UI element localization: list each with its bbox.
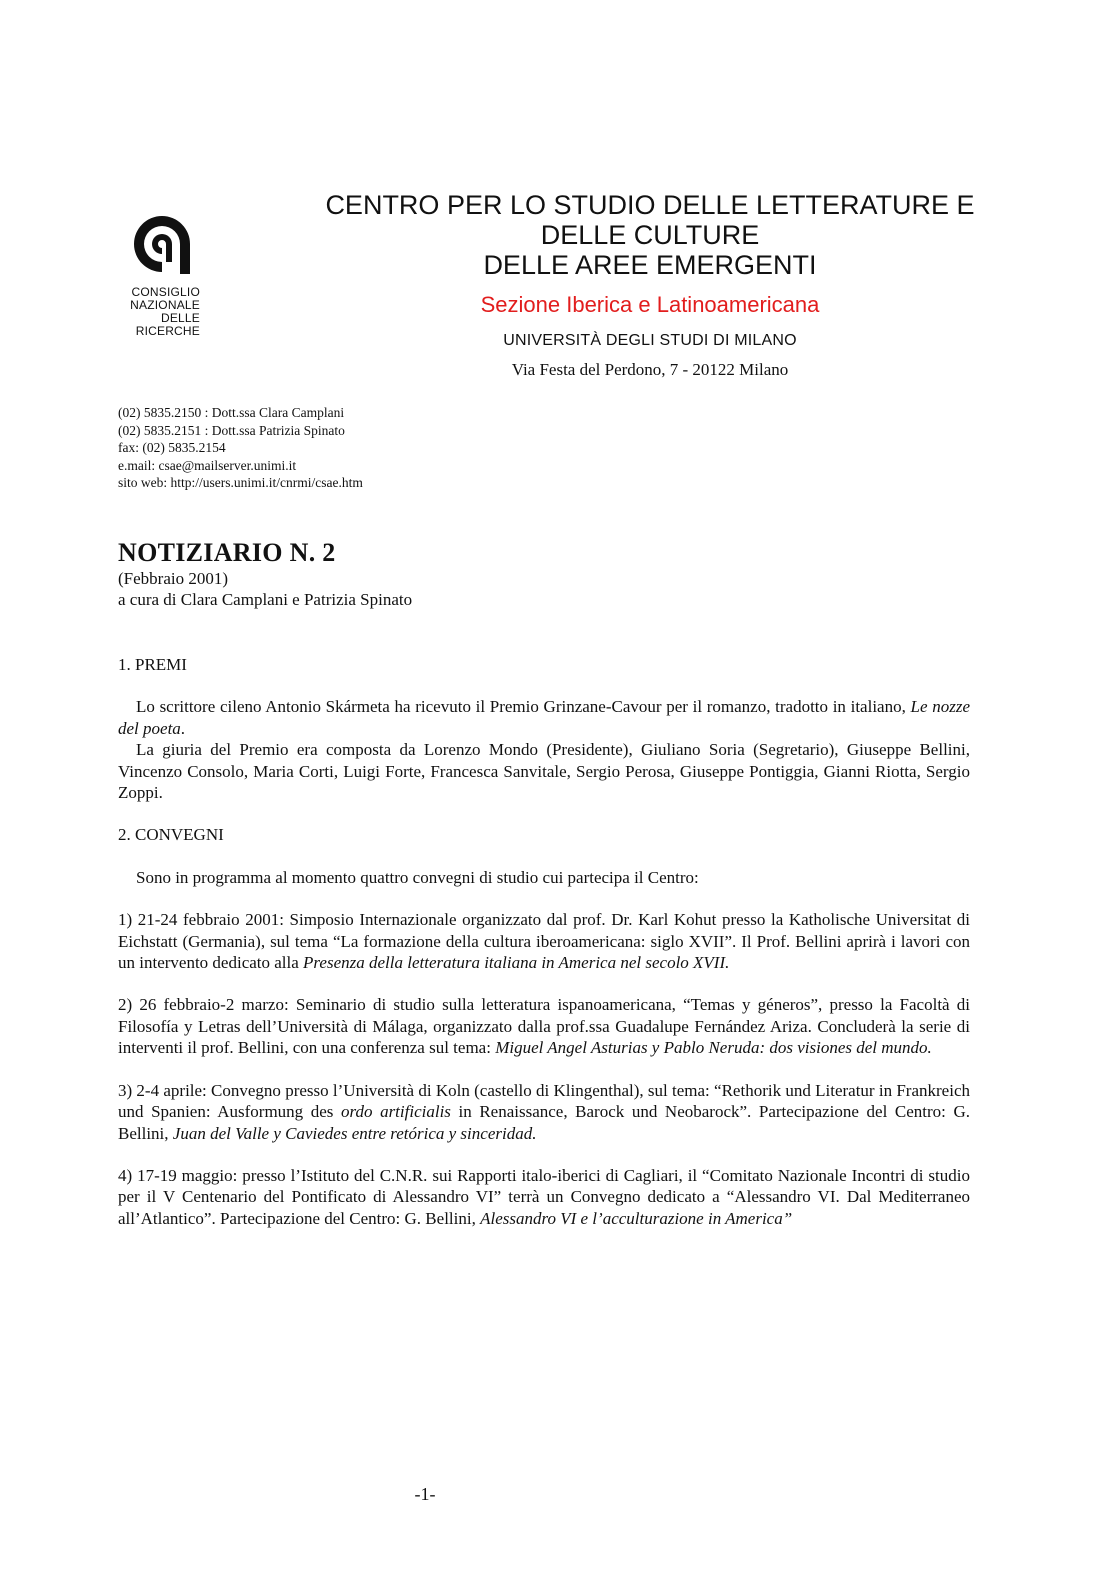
contact-block <box>118 404 363 492</box>
center-title-line: CENTRO PER LO STUDIO DELLE LETTERATURE E <box>325 190 975 220</box>
center-title-line: DELLE AREE EMERGENTI <box>483 250 817 280</box>
contact-fax: fax: (02) 5835.2154 <box>118 440 226 455</box>
cnr-logo <box>110 210 220 338</box>
italic-term: ordo artificialis <box>341 1102 451 1122</box>
logo-line: NAZIONALE <box>130 298 200 312</box>
convegni-intro: Sono in programma al momento quattro convegni di studio cui partecipa il Centro: <box>136 867 699 887</box>
convegno-item-1 <box>118 909 970 973</box>
newsletter-date: (Febbraio 2001) <box>118 569 229 588</box>
section-title-convegni: 2. CONVEGNI <box>118 825 224 845</box>
text-run: 1) 21-24 febbraio 2001: Simposio Internazionale organizzato dal prof. Dr. Karl Kohut presso la Katholische Universitat di Eichstatt (Germania), sul tema “La formazione della cultura iberoamericana: siglo XVII”. Il Prof. Bellini aprirà i lavori con un intervento dedicato alla <box>118 910 970 973</box>
center-title <box>300 190 1000 280</box>
text-run: . <box>180 718 186 738</box>
premi-paragraph-2: La giuria del Premio era composta da Lorenzo Mondo (Presidente), Giuliano Soria (Segretario), Giuseppe Bellini, Vincenzo Consolo, Maria Corti, Luigi Forte, Francesca Sanvitale, Sergio Perosa, Giuseppe Pontiggia, Gianni Riotta, Sergio Zoppi. <box>118 740 970 803</box>
logo-line: DELLE <box>160 311 200 325</box>
section-title-premi: 1. PREMI <box>118 655 187 674</box>
document-body <box>118 654 970 1229</box>
contact-phone-camplani: (02) 5835.2150 : Dott.ssa Clara Camplani <box>118 405 345 420</box>
convegno-item-4 <box>118 1165 970 1229</box>
contact-phone-spinato: (02) 5835.2151 : Dott.ssa Patrizia Spinato <box>118 422 345 438</box>
italic-title: Alessandro VI e l’acculturazione in America” <box>480 1208 793 1228</box>
contact-website: sito web: http://users.unimi.it/cnrmi/csae.htm <box>118 475 363 490</box>
newsletter-title: NOTIZIARIO N. 2 <box>118 538 336 567</box>
convegno-item-2 <box>118 994 970 1058</box>
contact-email: e.mail: csae@mailserver.unimi.it <box>118 457 297 473</box>
text-run: 2) 26 febbraio-2 marzo: Seminario di studio sulla letteratura ispanoamericana, “Temas y géneros”, presso la Facoltà di Filosofía y Letras dell’Università di Málaga, organizzato dalla prof.ssa Guadalupe Fernández Ariza. Concluderà la serie di interventi il prof. Bellini, con una conferenza sul tema: <box>118 995 970 1058</box>
text-run: 3) 2-4 aprile: Convegno presso l’Università di Koln (castello di Klingenthal), sul tema: “Rethorik und Literatur in Frankreich und Spanien: Ausformung des <box>118 1080 970 1122</box>
text-run: Lo scrittore cileno Antonio Skármeta ha ricevuto il Premio Grinzane-Cavour per il romanzo, tradotto in italiano, <box>136 697 911 717</box>
cnr-logo-mark-icon <box>124 210 202 278</box>
university-name: UNIVERSITÀ DEGLI STUDI DI MILANO <box>503 332 797 349</box>
letterhead <box>300 190 1000 380</box>
newsletter-heading <box>118 538 412 610</box>
italic-title: Miguel Angel Asturias y Pablo Neruda: dos visiones del mundo. <box>495 1038 932 1058</box>
italic-title: Le nozze del poeta <box>118 697 970 738</box>
text-run: in Renaissance, Barock und Neobarock”. Partecipazione del Centro: G. Bellini, <box>118 1102 970 1143</box>
italic-title: Presenza della letteratura italiana in America nel secolo XVII. <box>303 953 730 973</box>
italic-title: Juan del Valle y Caviedes entre retórica y sinceridad. <box>172 1123 537 1143</box>
newsletter-editors: a cura di Clara Camplani e Patrizia Spinato <box>118 590 413 609</box>
convegno-item-3 <box>118 1080 970 1144</box>
text-run: 4) 17-19 maggio: presso l’Istituto del C.N.R. sui Rapporti italo-iberici di Cagliari, il “Comitato Nazionale Incontri di studio per il V Centenario del Pontificato di Alessandro VI” terrà un Convegno dedicato a “Alessandro VI. Dal Mediterraneo all’Atlantico”. Partecipazione del Centro: G. Bellini, <box>118 1165 970 1228</box>
page-number: -1- <box>414 1484 436 1504</box>
cnr-logo-text <box>110 286 200 338</box>
center-title-line: DELLE CULTURE <box>540 220 760 250</box>
premi-paragraph-1 <box>118 696 970 739</box>
logo-line: CONSIGLIO <box>131 285 200 299</box>
logo-line: RICERCHE <box>135 324 200 338</box>
section-name: Sezione Iberica e Latinoamericana <box>480 292 820 317</box>
address: Via Festa del Perdono, 7 - 20122 Milano <box>511 360 789 379</box>
